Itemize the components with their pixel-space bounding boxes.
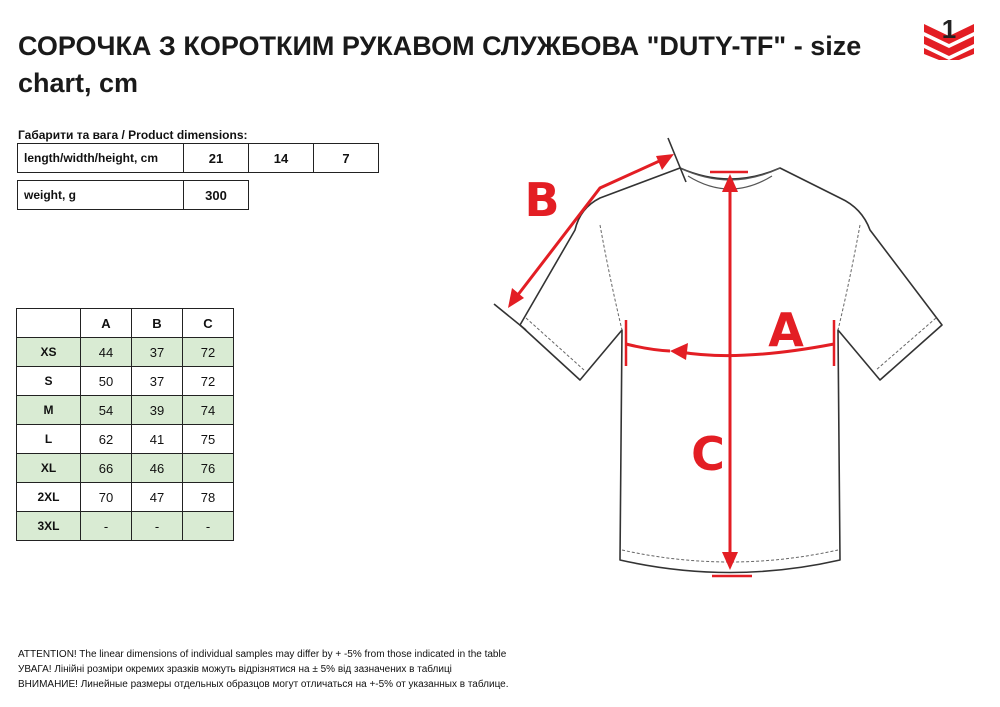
table-row xyxy=(17,425,234,454)
value-a: 54 xyxy=(81,396,132,425)
note-ukrainian: УВАГА! Лінійні розміри окремих зразків можуть відрізнятися на ± 5% від зазначених в таблиці xyxy=(18,664,452,675)
value-a: - xyxy=(81,512,132,541)
label-a: A xyxy=(768,303,804,357)
dimensions-row xyxy=(18,144,379,173)
size-cell: XS xyxy=(17,338,81,367)
size-cell: L xyxy=(17,425,81,454)
table-row xyxy=(17,512,234,541)
value-b: 47 xyxy=(132,483,183,512)
table-row xyxy=(17,396,234,425)
value-b: - xyxy=(132,512,183,541)
header-a: A xyxy=(81,309,132,338)
length-cell: 21 xyxy=(184,144,249,173)
value-b: 41 xyxy=(132,425,183,454)
value-c: 72 xyxy=(183,338,234,367)
value-a: 66 xyxy=(81,454,132,483)
shirt-diagram xyxy=(480,130,960,590)
table-row xyxy=(17,338,234,367)
label-c: C xyxy=(691,427,725,481)
page-title: СОРОЧКА З КОРОТКИМ РУКАВОМ СЛУЖБОВА "DUTY-TF" - size chart, cm xyxy=(18,31,862,98)
value-c: 72 xyxy=(183,367,234,396)
value-c: - xyxy=(183,512,234,541)
sleeve-arrowhead-top xyxy=(656,154,674,170)
size-cell: 3XL xyxy=(17,512,81,541)
dimensions-table xyxy=(17,143,379,173)
corner-cell xyxy=(17,309,81,338)
table-row xyxy=(17,454,234,483)
weight-value-cell: 300 xyxy=(184,181,249,210)
value-c: 75 xyxy=(183,425,234,454)
sleeve-tick-bottom xyxy=(494,304,526,330)
weight-label-cell: weight, g xyxy=(18,181,184,210)
value-a: 62 xyxy=(81,425,132,454)
label-b: B xyxy=(524,173,560,227)
size-label-cell: length/width/height, cm xyxy=(18,144,184,173)
size-cell: 2XL xyxy=(17,483,81,512)
size-chart-table xyxy=(16,308,234,541)
value-a: 44 xyxy=(81,338,132,367)
value-c: 78 xyxy=(183,483,234,512)
value-a: 70 xyxy=(81,483,132,512)
notes-block xyxy=(18,647,509,692)
size-cell: M xyxy=(17,396,81,425)
brand-logo xyxy=(922,14,976,60)
weight-table xyxy=(17,180,249,210)
note-english: ATTENTION! The linear dimensions of individual samples may differ by + -5% from those indicated in the table xyxy=(18,649,507,660)
header-b: B xyxy=(132,309,183,338)
logo-glyph: 1 xyxy=(941,14,957,44)
table-row xyxy=(17,367,234,396)
size-cell: XL xyxy=(17,454,81,483)
size-cell: S xyxy=(17,367,81,396)
size-chart-header xyxy=(17,309,234,338)
width-cell: 14 xyxy=(249,144,314,173)
value-b: 39 xyxy=(132,396,183,425)
value-b: 37 xyxy=(132,338,183,367)
value-c: 74 xyxy=(183,396,234,425)
value-b: 37 xyxy=(132,367,183,396)
header-c: C xyxy=(183,309,234,338)
note-russian: ВНИМАНИЕ! Линейные размеры отдельных образцов могут отличаться на +-5% от указанных в таблице. xyxy=(18,679,509,690)
value-c: 76 xyxy=(183,454,234,483)
dimensions-label: Габарити та вага / Product dimensions: xyxy=(18,128,248,142)
height-cell: 7 xyxy=(314,144,379,173)
weight-row xyxy=(18,181,249,210)
table-row xyxy=(17,483,234,512)
value-a: 50 xyxy=(81,367,132,396)
value-b: 46 xyxy=(132,454,183,483)
